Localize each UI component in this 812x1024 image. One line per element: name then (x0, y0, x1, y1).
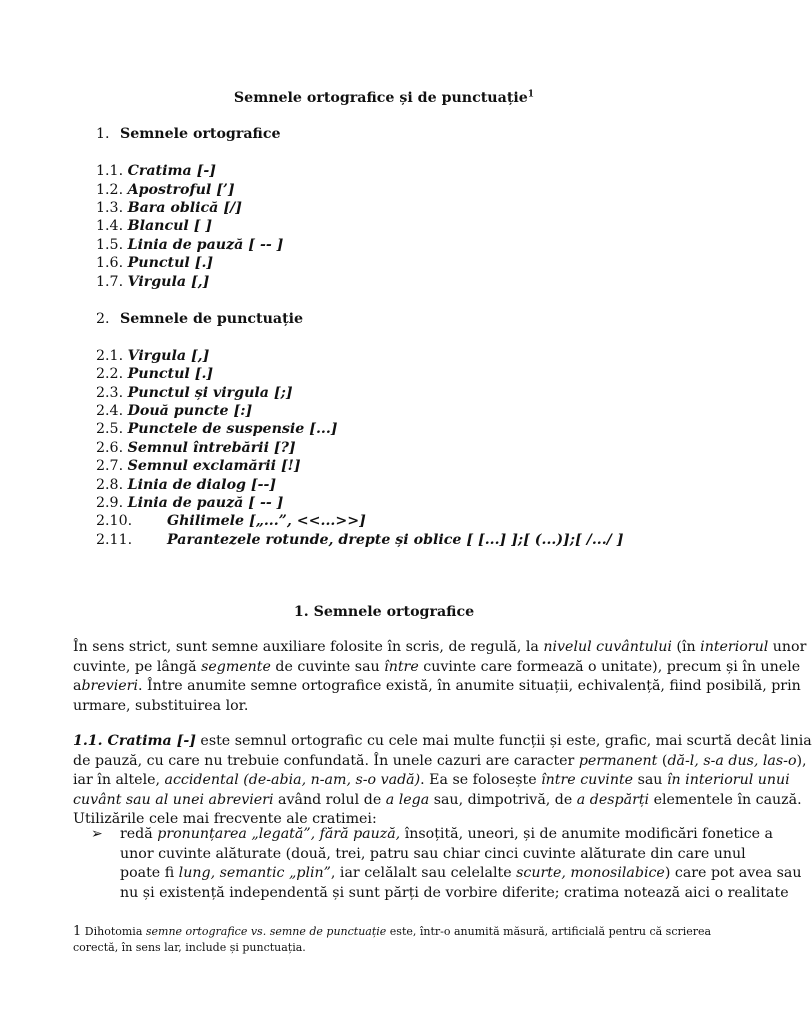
footnote (73, 924, 713, 956)
section2-list-item-label: Parantezele rotunde, drepte și oblice [ [...] ];[ (...)];[ /.../ ] (167, 532, 624, 548)
footnote-line: corectă, în sens lar, include și punctuația. (73, 941, 306, 954)
paragraph-line: abrevieri. Între anumite semne ortografice există, în anumite situații, echivalență, fiind posibilă, prin (73, 678, 801, 695)
section1-list-item: 1.1. Cratima [-] (96, 163, 216, 179)
paragraph-intro (73, 638, 807, 716)
section2-list-item: 2.6. Semnul întrebării [?] (96, 440, 296, 456)
section1-number: 1. (96, 126, 110, 142)
paragraph-line: iar în altele, accidental (de-abia, n-am, s-o vadă). Ea se folosește între cuvinte sau în interiorul unui (73, 772, 790, 789)
paragraph-line: 1.1. Cratima [-] este semnul ortografic cu cele mai multe funcții și este, grafic, mai scurtă decât linia (73, 733, 812, 749)
section2-list-item: 2.1. Virgula [,] (96, 348, 210, 364)
paragraph-line: urmare, substituirea lor. (73, 697, 249, 714)
section2-heading: Semnele de punctuație (120, 311, 304, 327)
bullet-item (120, 825, 802, 903)
bullet-arrow-icon: ➢ (91, 826, 103, 842)
section1-list-item: 1.4. Blancul [ ] (96, 218, 213, 234)
footnote-marker: 1 (73, 924, 82, 939)
footnote-line: 1 Dihotomia semne ortografice vs. semne de punctuație este, într-o anumită măsură, artificială pentru că scrierea (73, 924, 712, 939)
paragraph-line: Utilizările cele mai frecvente ale cratimei: (73, 811, 377, 828)
section2-list-item: 2.5. Punctele de suspensie [...] (96, 421, 338, 437)
section2-list-item: 2.4. Două puncte [:] (96, 403, 253, 419)
paragraph-line: de pauză, cu care nu trebuie confundată. În unele cazuri are caracter permanent (dă-l, s-a dus, las-o), (73, 752, 807, 769)
section2-list-item: 2.7. Semnul exclamării [!] (96, 458, 301, 474)
section2-list-item: 2.8. Linia de dialog [--] (96, 477, 277, 493)
body-heading: 1. Semnele ortografice (293, 604, 475, 620)
bullet-line: poate fi lung, semantic „plin”, iar celălalt sau celelalte scurte, monosilabice) care pot avea sau (120, 865, 802, 882)
paragraph-line: cuvânt sau al unei abrevieri având rolul de a lega sau, dimpotrivă, de a despărți elementele în cauză. (73, 791, 802, 808)
page-title-text: Semnele ortografice și de punctuație (233, 90, 528, 106)
section1-heading: Semnele ortografice (120, 126, 281, 142)
section2-list-item: 2.9. Linia de pauză [ -- ] (96, 495, 284, 511)
section1-list-item: 1.6. Punctul [.] (96, 255, 214, 271)
bullet-line: unor cuvinte alăturate (două, trei, patru sau chiar cinci cuvinte alăturate din care unul (120, 845, 746, 862)
section2-list-item: 2.3. Punctul și virgula [;] (96, 385, 293, 401)
section1-list-item: 1.7. Virgula [,] (96, 274, 210, 290)
section2-number: 2. (96, 311, 110, 327)
page-title (0, 89, 768, 107)
section2-list-item: 2.11. (96, 532, 133, 548)
section1-list-item: 1.5. Linia de pauză [ -- ] (96, 237, 284, 253)
title-footnote-ref: 1 (527, 89, 535, 100)
bullet-line: nu și existență independentă și sunt părți de vorbire diferite; cratima notează aici o realitate (120, 884, 789, 901)
paragraph-line: cuvinte, pe lângă segmente de cuvinte sau între cuvinte care formează o unitate), precum și în unele (73, 658, 801, 675)
section2-list-item: 2.10. (96, 513, 133, 529)
section1-list-item: 1.3. Bara oblică [/] (96, 200, 242, 216)
paragraph-line: În sens strict, sunt semne auxiliare folosite în scris, de regulă, la nivelul cuvântului (în interiorul unor (73, 639, 807, 655)
paragraph-cratima (73, 732, 812, 830)
section2-list-item-label: Ghilimele [„...”, <<...>>] (167, 513, 366, 529)
section2-list-item: 2.2. Punctul [.] (96, 366, 214, 382)
bullet-line: redă pronunțarea „legată”, fără pauză, însoțită, uneori, și de anumite modificări fonetice a (120, 826, 774, 842)
section1-list-item: 1.2. Apostroful [’] (96, 182, 235, 198)
